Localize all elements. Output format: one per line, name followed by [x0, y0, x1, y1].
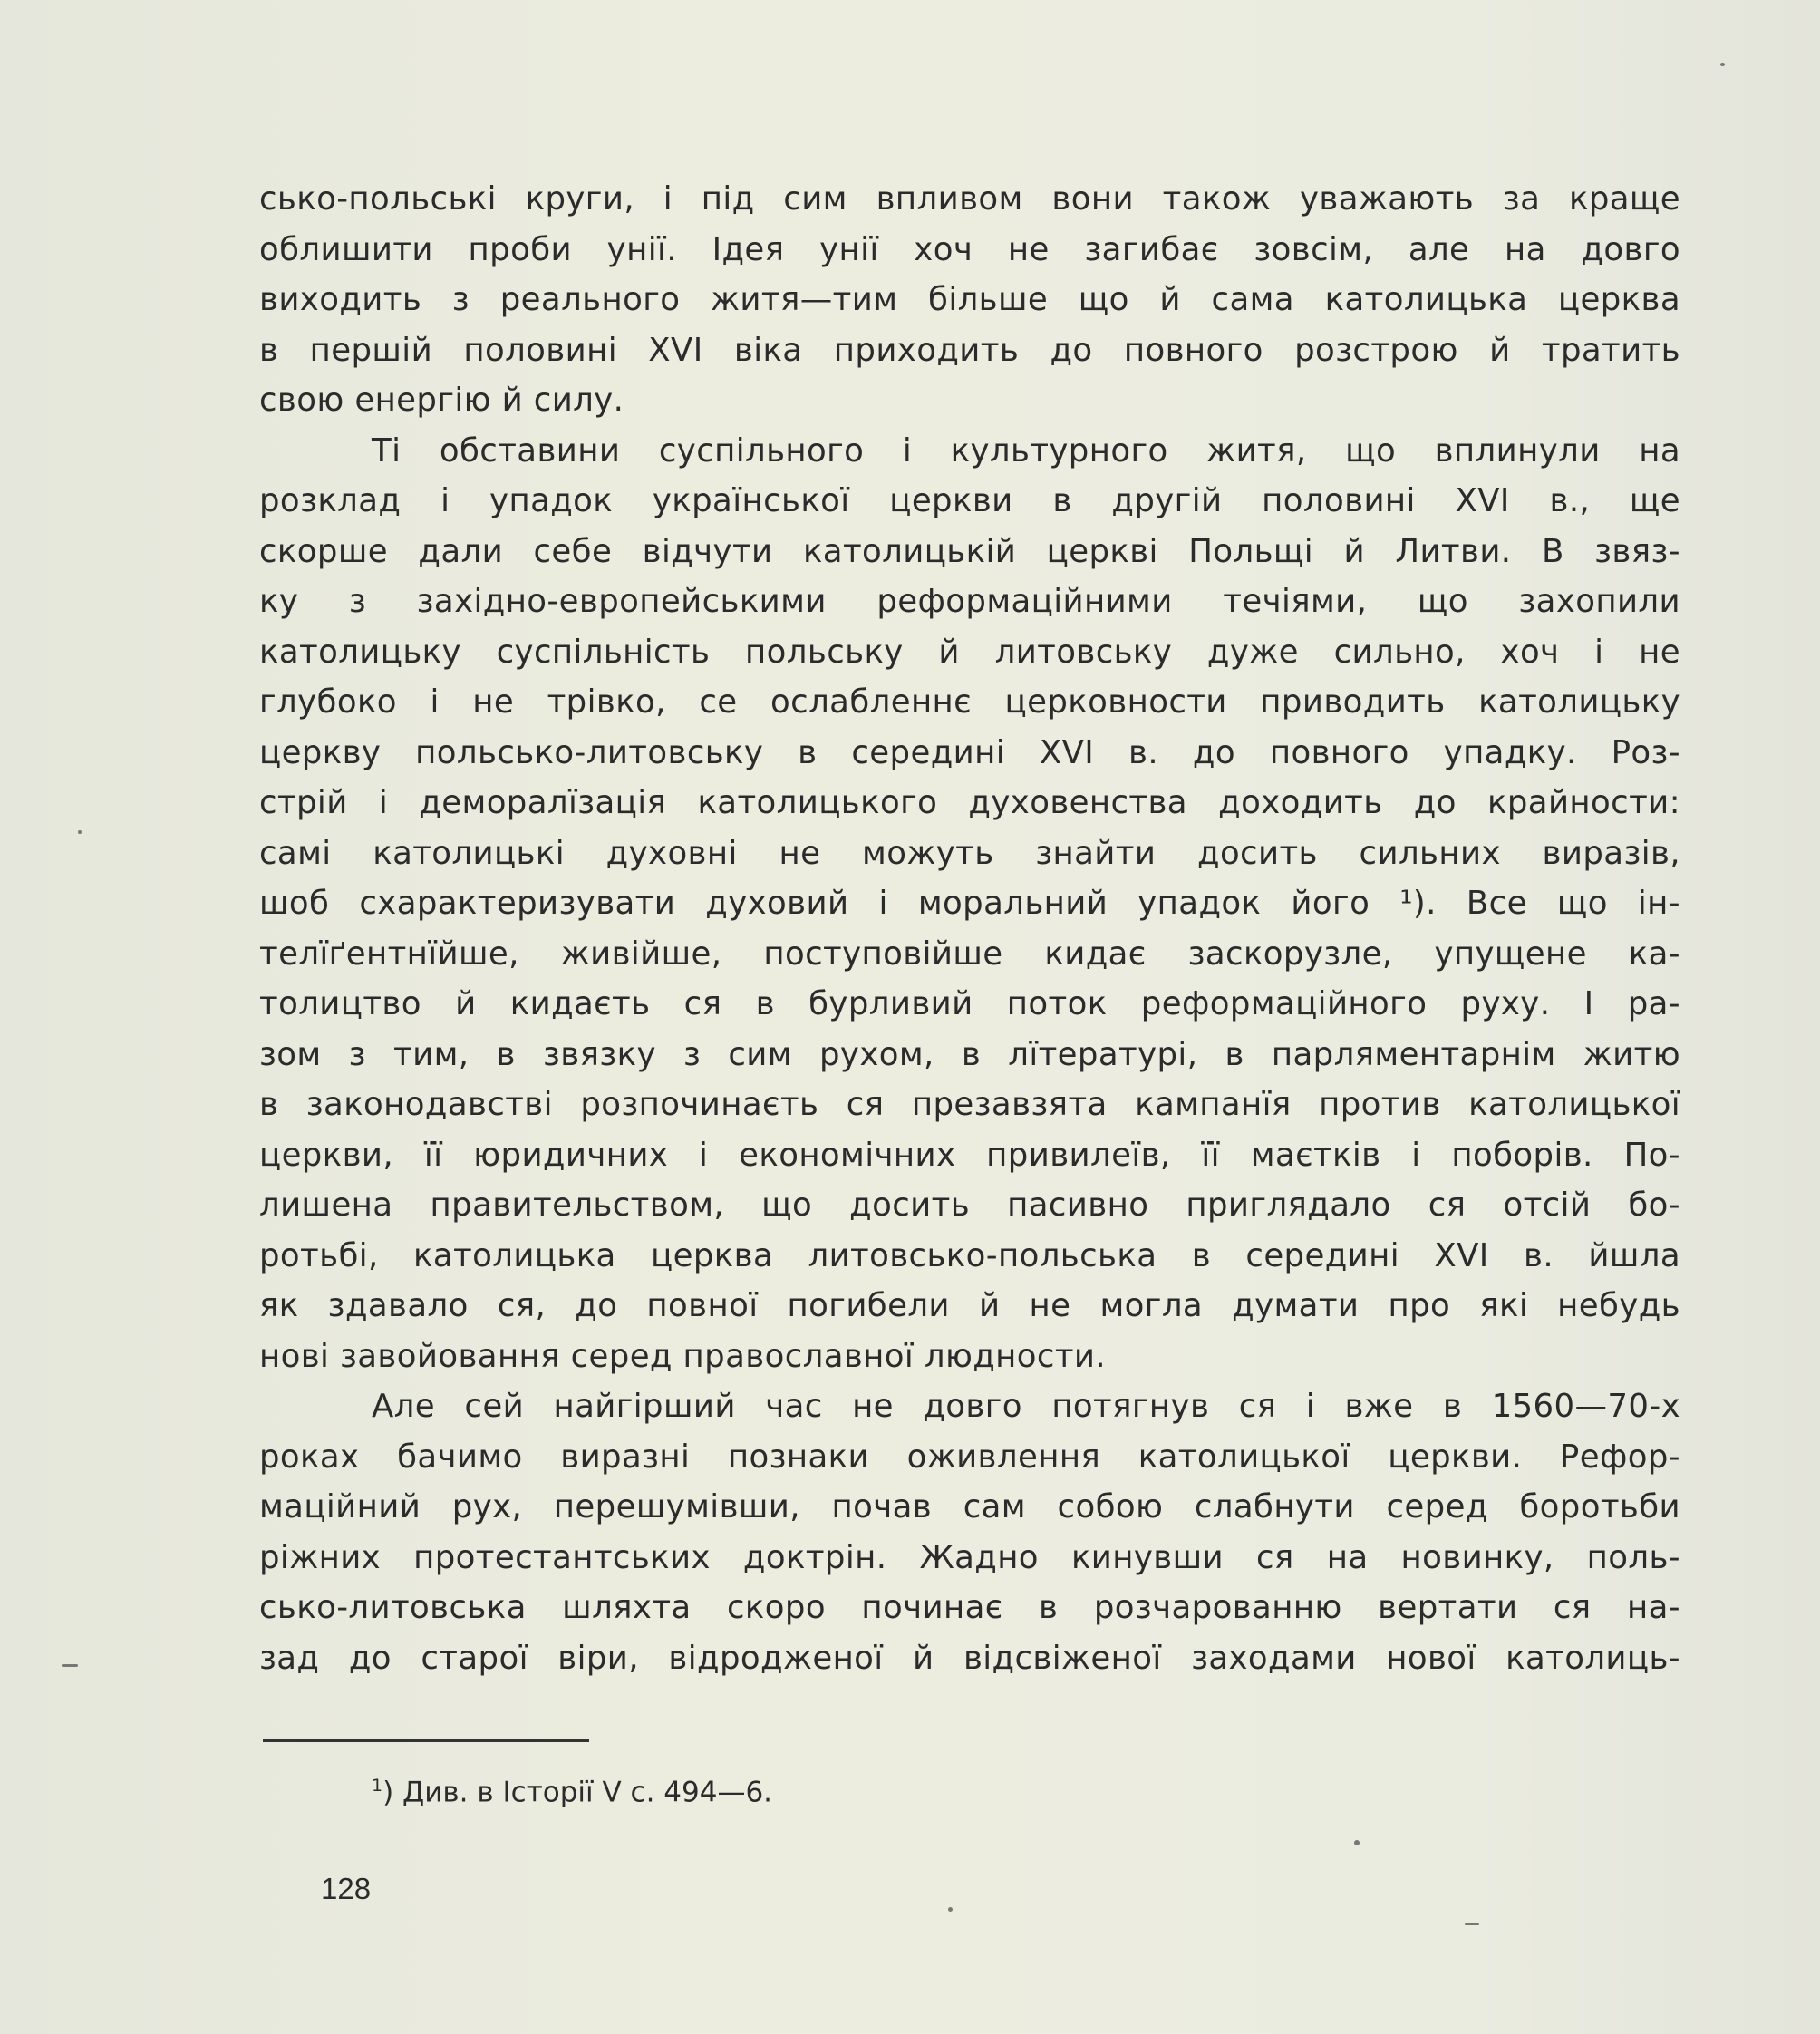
text-line: сько-литовська шляхта скоро починає в розчарованню вертати ся на- — [259, 1589, 1680, 1626]
text-line: стрій і деморалїзація католицького духовенства доходить до крайности: — [259, 784, 1680, 821]
footnote — [372, 1768, 772, 1810]
text-line: ку з західно-европейськими реформаційними течіями, що захопили — [259, 583, 1680, 620]
text-line: телїґентнїйше, живійше, поступовійше кидає заскорузле, упущене ка- — [259, 935, 1680, 973]
text-line: роках бачимо виразні познаки оживлення католицької церкви. Рефор- — [259, 1438, 1680, 1476]
text-line: шоб схарактеризувати духовий і моральний упадок його ¹). Все що ін- — [259, 885, 1680, 922]
text-line: зад до старої віри, відродженої й відсвіженої заходами нової католиць- — [259, 1639, 1680, 1677]
text-line: в законодавстві розпочинаєть ся презавзята кампанїя против католицької — [259, 1086, 1680, 1123]
text-line: маційний рух, перешумівши, почав сам собою слабнути серед боротьби — [259, 1488, 1680, 1526]
footnote-text: ) Див. в Історії V с. 494—6. — [382, 1776, 773, 1809]
text-line: лишена правительством, що досить пасивно приглядало ся отсій бо- — [259, 1186, 1680, 1224]
paper-speck — [78, 830, 82, 834]
text-line: самі католицькі духовні не можуть знайти досить сильних виразів, — [259, 834, 1680, 872]
text-line: ротьбі, католицька церква литовсько-польська в середині XVI в. йшла — [259, 1236, 1680, 1274]
text-line: розклад і упадок української церкви в другій половині XVI в., ще — [259, 482, 1680, 519]
paragraph-start-line: Але сей найгірший час не довго потягнув ся і вже в 1560—70-х — [372, 1388, 1680, 1425]
paragraph-start-line: Ті обставини суспільного і культурного житя, що вплинули на — [372, 431, 1680, 470]
text-line: церкву польсько-литовську в середині XVI в. до повного упадку. Роз- — [259, 733, 1680, 771]
text-line: ріжних протестантських доктрін. Жадно кинувши ся на новинку, поль- — [259, 1538, 1680, 1576]
text-line: сько-польські круги, і під сим впливом вони також уважають за краще — [259, 180, 1680, 218]
text-line: нові завойовання серед православної людности. — [259, 1337, 1107, 1375]
text-line: облишити проби унії. Ідея унії хоч не загибає зовсім, але на довго — [259, 230, 1680, 268]
paper-speck — [62, 1664, 78, 1667]
text-line: виходить з реального житя—тим більше що й сама католицька церква — [259, 281, 1680, 318]
text-line: глубоко і не трівко, се ослабленнє церковности приводить католицьку — [259, 683, 1680, 721]
page-number: 128 — [321, 1872, 372, 1905]
text-line: толицтво й кидаєть ся в бурливий поток реформаційного руху. І ра- — [259, 985, 1680, 1022]
paper-speck — [1354, 1840, 1360, 1845]
footnote-divider — [263, 1739, 589, 1742]
text-line: як здавало ся, до повної погибели й не могла думати про які небудь — [259, 1287, 1680, 1324]
text-line: католицьку суспільність польську й литовську дуже сильно, хоч і не — [259, 633, 1680, 671]
text-line: зом з тим, в звязку з сим рухом, в лїтературі, в парляментарнім житю — [259, 1035, 1680, 1073]
paper-speck — [1465, 1923, 1479, 1925]
paper-speck — [948, 1907, 953, 1912]
footnote-marker: 1 — [372, 1776, 383, 1796]
text-line: в першій половині XVI віка приходить до повного розстрою й тратить — [259, 331, 1680, 369]
text-line: скорше дали себе відчути католицькій церкві Польщі й Литви. В звяз- — [259, 532, 1680, 570]
paper-speck — [1720, 63, 1725, 66]
text-line: свою енергію й силу. — [259, 382, 624, 419]
body-text — [259, 174, 1680, 1683]
text-line: церкви, її юридичних і економічних привилеїв, її маєтків і поборів. По- — [259, 1136, 1680, 1174]
